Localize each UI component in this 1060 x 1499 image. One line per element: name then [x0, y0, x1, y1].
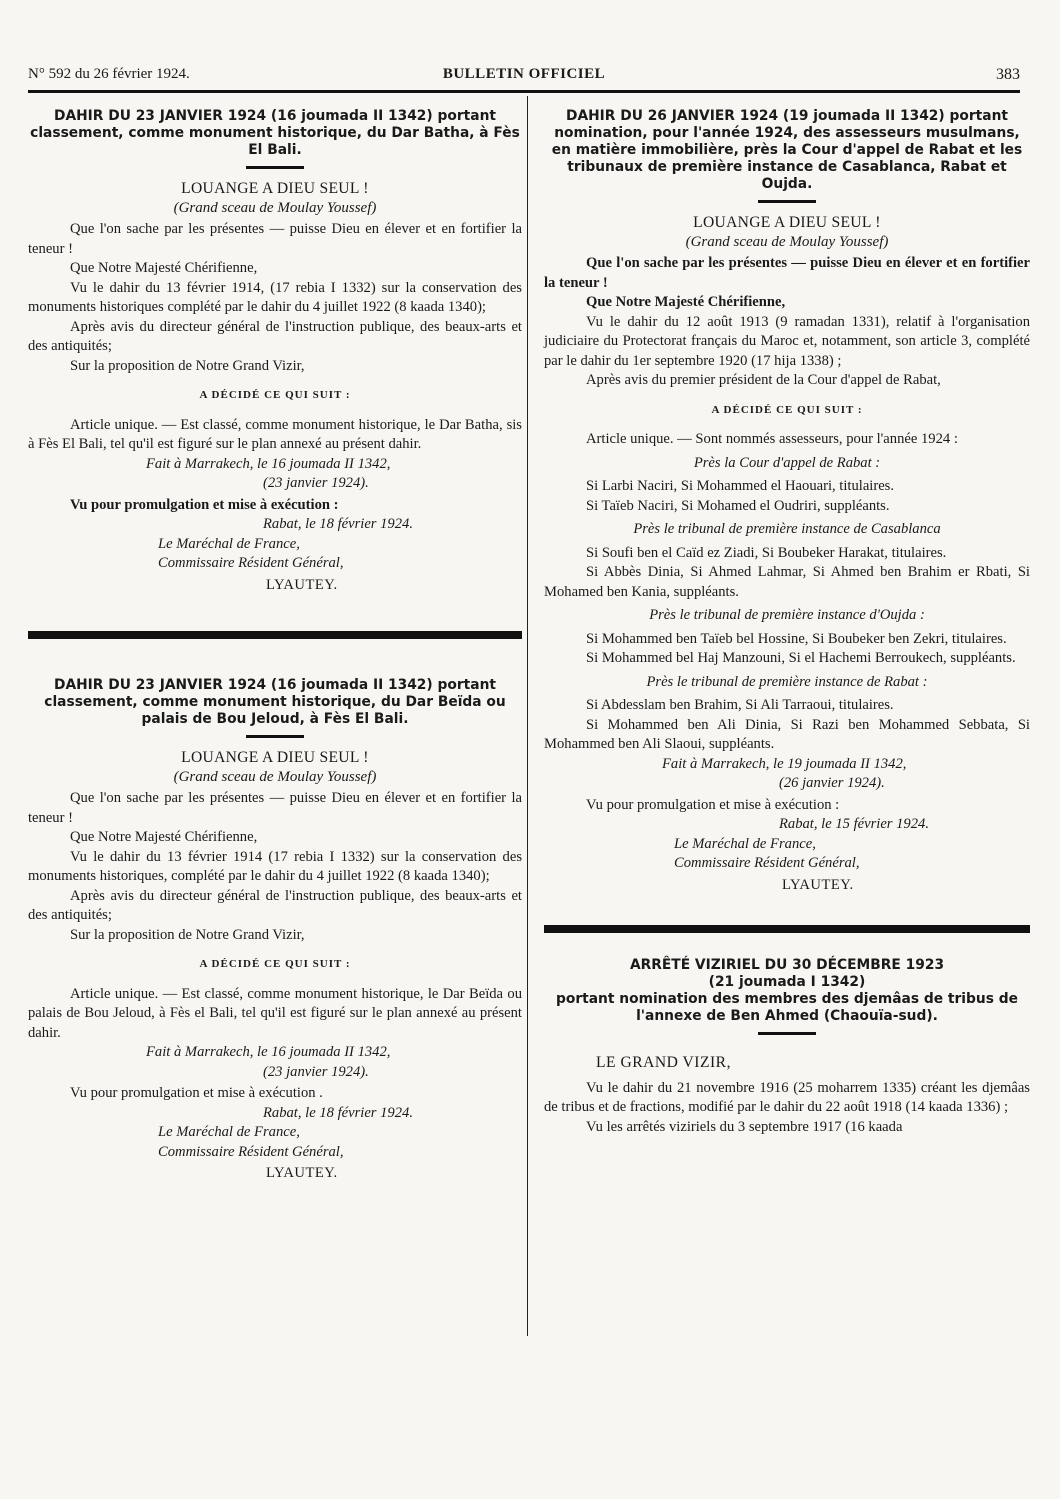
paragraph: Après avis du premier président de la Cour d'appel de Rabat, — [586, 372, 941, 388]
section-divider — [28, 631, 522, 639]
paragraph: Vu le dahir du 21 novembre 1916 (25 moharrem 1335) créant les djemâas de tribus et de fractions, modifié par le dahir du 22 août 1918 (14 kaada 1336) ; — [544, 1079, 1030, 1115]
title-rule — [758, 1032, 816, 1035]
right-column — [544, 108, 1030, 1137]
assessor-list: Si Larbi Naciri, Si Mohammed el Haouari, titulaires. — [586, 478, 895, 494]
article-text: Article unique. — Sont nommés assesseurs, pour l'année 1924 : — [586, 431, 958, 447]
section-title: DAHIR DU 23 JANVIER 1924 (16 joumada II 1342) portant classement, comme monument historique, du Dar Beïda ou palais de Bou Jeloud, à Fès El Bali. — [44, 677, 506, 727]
signature: LYAUTEY. — [266, 1165, 338, 1181]
paragraph: Vu le dahir du 12 août 1913 (9 ramadan 1331), relatif à l'organisation judiciaire du Protectorat français du Maroc et, notamment, son article 3, complété par le dahir du 1er septembre 1920 (17 hija 1338) ; — [544, 313, 1030, 369]
assessor-list: Si Abbès Dinia, Si Ahmed Lahmar, Si Ahmed ben Brahim er Rbati, Si Mohamed ben Kania, suppléants. — [544, 564, 1030, 600]
assessor-list: Si Abdesslam ben Brahim, Si Ali Tarraoui, titulaires. — [586, 697, 894, 713]
section-title: portant nomination des membres des djemâas de tribus de l'annexe de Ben Ahmed (Chaouïa-sud). — [555, 991, 1018, 1024]
section-divider — [544, 925, 1030, 933]
section-subtitle: (21 joumada I 1342) — [708, 974, 866, 990]
decision-heading: A DÉCIDÉ CE QUI SUIT : — [199, 958, 351, 970]
dahir-assesseurs — [544, 108, 1030, 895]
commissaire-title: Commissaire Résident Général, — [158, 1143, 344, 1160]
rabat-date: Rabat, le 18 février 1924. — [263, 1104, 413, 1121]
decision-heading: A DÉCIDÉ CE QUI SUIT : — [199, 389, 351, 401]
promulgation: Vu pour promulgation et mise à exécution : — [586, 796, 840, 813]
paragraph: Que Notre Majesté Chérifienne, — [70, 829, 258, 845]
promulgation: Vu pour promulgation et mise à exécution : — [70, 496, 339, 513]
assessor-list: Si Mohammed ben Taïeb bel Hossine, Si Boubeker ben Zekri, titulaires. — [586, 630, 1007, 647]
signature: LYAUTEY. — [266, 576, 338, 593]
arrete-viziriel — [544, 957, 1030, 1137]
section-title: DAHIR DU 26 JANVIER 1924 (19 joumada II 1342) portant nomination, pour l'année 1924, des assesseurs musulmans, en matière immobilière, près la Cour d'appel de Rabat et les tribunaux de première instance de Casablanca, Rabat et Oujda. — [551, 108, 1023, 192]
paragraph: Vu les arrêtés viziriels du 3 septembre 1917 (16 kaada — [586, 1118, 903, 1135]
section-title: DAHIR DU 23 JANVIER 1924 (16 joumada II 1342) portant classement, comme monument historique, du Dar Batha, à Fès El Bali. — [30, 108, 520, 158]
section-title: ARRÊTÉ VIZIRIEL DU 30 DÉCEMBRE 1923 — [629, 957, 945, 973]
rabat-date: Rabat, le 18 février 1924. — [263, 516, 413, 532]
paragraph: Que Notre Majesté Chérifienne, — [586, 294, 786, 310]
column-divider — [527, 96, 528, 1336]
page-number: 383 — [996, 66, 1020, 83]
court-heading: Près le tribunal de première instance de Rabat : — [646, 673, 928, 690]
paragraph: Sur la proposition de Notre Grand Vizir, — [70, 357, 305, 374]
dahir-dar-beida — [28, 677, 522, 1184]
assessor-list: Si Soufi ben el Caïd ez Ziadi, Si Boubeker Harakat, titulaires. — [586, 544, 947, 561]
dahir-dar-batha — [28, 108, 522, 595]
paragraph: Vu le dahir du 13 février 1914 (17 rebia I 1332) sur la conservation des monuments historiques, complété par le dahir du 4 juillet 1922 (8 kaada 1340); — [28, 848, 522, 884]
paragraph: Que Notre Majesté Chérifienne, — [70, 260, 258, 276]
paragraph: Après avis du directeur général de l'instruction publique, des beaux-arts et des antiquités; — [28, 318, 522, 354]
place-date: Fait à Marrakech, le 16 joumada II 1342, — [146, 1044, 391, 1060]
louange-heading: LOUANGE A DIEU SEUL ! — [693, 214, 881, 231]
header-rule — [28, 90, 1020, 93]
seal-caption: (Grand sceau de Moulay Youssef) — [173, 199, 377, 216]
issue-number: N° 592 du 26 février 1924. — [28, 66, 190, 82]
assessor-list: Si Mohammed bel Haj Manzouni, Si el Hachemi Berroukech, suppléants. — [586, 650, 1016, 666]
place-date: (23 janvier 1924). — [263, 475, 369, 491]
assessor-list: Si Mohammed ben Ali Dinia, Si Razi ben Mohammed Sebbata, Si Mohammed ben Ali Slaoui, suppléants. — [544, 716, 1030, 752]
court-heading: Près le tribunal de première instance d'Oujda : — [649, 607, 925, 623]
paragraph: Après avis du directeur général de l'instruction publique, des beaux-arts et des antiquités; — [28, 887, 522, 923]
article-text: Article unique. — Est classé, comme monument historique, le Dar Beïda ou palais de Bou Jeloud, à Fès el Bali, tel qu'il est figuré sur le plan annexé au présent dahir. — [28, 985, 522, 1041]
running-header — [28, 66, 1020, 90]
place-date: (23 janvier 1924). — [263, 1063, 369, 1080]
place-date: (26 janvier 1924). — [779, 775, 885, 791]
article-text: Article unique. — Est classé, comme monument historique, le Dar Batha, sis à Fès El Bali, tel qu'il est figuré sur le plan annexé au présent dahir. — [28, 416, 522, 452]
promulgation: Vu pour promulgation et mise à exécution . — [70, 1085, 323, 1101]
title-rule — [758, 200, 816, 203]
assessor-list: Si Taïeb Naciri, Si Mohamed el Oudriri, suppléants. — [586, 497, 890, 514]
commissaire-title: Commissaire Résident Général, — [158, 555, 344, 571]
decision-heading: A DÉCIDÉ CE QUI SUIT : — [711, 403, 863, 416]
court-heading: Près le tribunal de première instance de Casablanca — [633, 521, 941, 537]
signature: LYAUTEY. — [782, 876, 854, 893]
louange-heading: LOUANGE A DIEU SEUL ! — [181, 749, 369, 766]
paragraph: Sur la proposition de Notre Grand Vizir, — [70, 926, 305, 943]
left-column — [28, 108, 522, 1184]
louange-heading: LOUANGE A DIEU SEUL ! — [181, 180, 369, 197]
publication-title: BULLETIN OFFICIEL — [442, 66, 606, 82]
paragraph: Que l'on sache par les présentes — puisse Dieu en élever et en fortifier la teneur ! — [544, 255, 1030, 291]
marechal-title: Le Maréchal de France, — [674, 835, 816, 852]
rabat-date: Rabat, le 15 février 1924. — [779, 816, 929, 832]
court-heading: Près la Cour d'appel de Rabat : — [693, 454, 881, 471]
paragraph: Que l'on sache par les présentes — puisse Dieu en élever et en fortifier la teneur ! — [28, 790, 522, 826]
title-rule — [246, 166, 304, 169]
place-date: Fait à Marrakech, le 19 joumada II 1342, — [662, 755, 907, 772]
place-date: Fait à Marrakech, le 16 joumada II 1342, — [146, 455, 391, 472]
seal-caption: (Grand sceau de Moulay Youssef) — [173, 768, 377, 785]
marechal-title: Le Maréchal de France, — [158, 535, 300, 552]
paragraph: Que l'on sache par les présentes — puisse Dieu en élever et en fortifier la teneur ! — [28, 221, 522, 257]
commissaire-title: Commissaire Résident Général, — [674, 855, 860, 871]
paragraph: Vu le dahir du 13 février 1914, (17 rebia I 1332) sur la conservation des monuments historiques complété par le dahir du 4 juillet 1922 (8 kaada 1340); — [28, 279, 522, 315]
marechal-title: Le Maréchal de France, — [158, 1124, 300, 1140]
seal-caption: (Grand sceau de Moulay Youssef) — [685, 233, 889, 250]
grand-vizir-heading: LE GRAND VIZIR, — [596, 1054, 731, 1071]
title-rule — [246, 735, 304, 738]
